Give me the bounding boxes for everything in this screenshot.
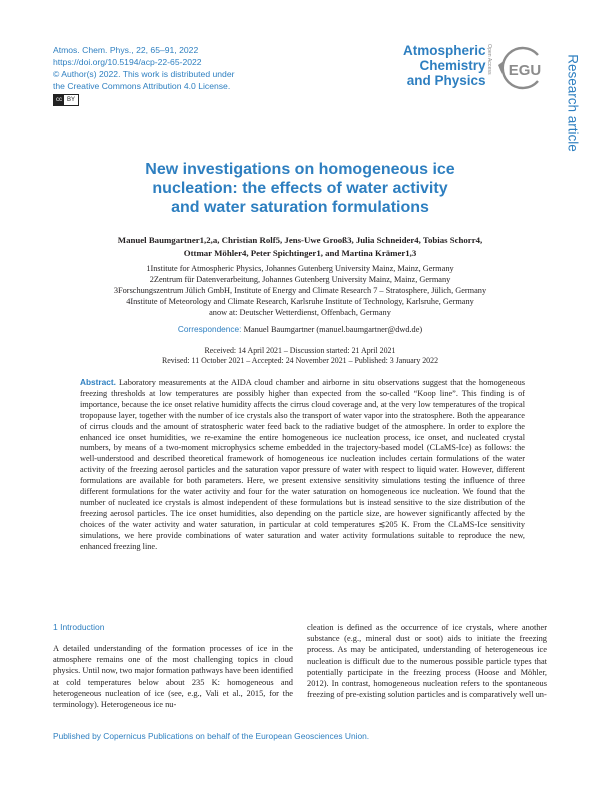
affiliation: 3Forschungszentrum Jülich GmbH, Institute of Energy and Climate Research 7 – Stratosphere, Jülich, Germany [113, 286, 487, 295]
open-access-label [481, 42, 491, 94]
affiliations [60, 263, 540, 318]
doi-link[interactable]: https://doi.org/10.5194/acp-22-65-2022 [53, 57, 202, 67]
cc-label: cc [56, 97, 62, 103]
affiliation: 2Zentrum für Datenverarbeitung, Johannes Gutenberg University Mainz, Mainz, Germany [149, 275, 451, 284]
section-heading: 1 Introduction [53, 622, 105, 632]
article-type-text: Research article [565, 54, 581, 152]
intro-column-right: cleation is defined as the occurrence of ice crystals, where another substance (e.g., mineral dust or soot) aids to initiate the freezing process. As may be anticipated, understanding of heterogeneous ice nucleation is difficult due to the numerous possible particle types that potentially participate in the freezing process (Hoose and Möhler, 2012). In contrast, homogeneous nucleation refers to the spontaneous freezing of pre-existing solution particles and is comparatively well un- [307, 623, 547, 700]
journal-name [403, 43, 486, 88]
title-line1: New investigations on homogeneous ice [145, 161, 455, 178]
cc-by-badge-icon[interactable] [53, 94, 79, 106]
correspondence-text[interactable]: Manuel Baumgartner (manuel.baumgartner@dwd.de) [243, 325, 423, 334]
copyright: © Author(s) 2022. This work is distributed under [53, 69, 235, 79]
affiliation: anow at: Deutscher Wetterdienst, Offenbach, Germany [209, 308, 391, 317]
journal-name-line2: Chemistry [419, 58, 486, 73]
intro-column-left: A detailed understanding of the formation processes of ice in the atmosphere remains one of the most challenging topics in cloud physics. Until now, two major formation pathways have been identified at cold temperatures below about 235 K: homogeneous and heterogeneous nucleation of ice (see, e.g., Vali et al., 2015, for the terminology). Heterogeneous ice nu- [53, 644, 293, 710]
open-access-text: Open Access [486, 44, 492, 75]
article-type-label [565, 48, 581, 158]
abstract [80, 377, 525, 553]
correspondence-label: Correspondence: [177, 324, 242, 334]
dates-line1: Received: 14 April 2021 – Discussion started: 21 April 2021 [204, 346, 396, 355]
authors-line1: Manuel Baumgartner1,2,a, Christian Rolf5, Jens-Uwe Grooß3, Julia Schneider4, Tobias Schorr4, [117, 235, 483, 245]
abstract-label: Abstract. [80, 377, 116, 387]
affiliation: 1Institute for Atmospheric Physics, Johannes Gutenberg University Mainz, Mainz, Germany [146, 264, 454, 273]
license-link[interactable]: the Creative Commons Attribution 4.0 License. [53, 81, 231, 91]
affiliation: 4Institute of Meteorology and Climate Research, Karlsruhe Institute of Technology, Karlsruhe, Germany [126, 297, 474, 306]
correspondence [60, 324, 540, 334]
by-label: BY [67, 97, 76, 103]
egu-logo-icon [492, 44, 544, 92]
article-metadata [53, 44, 303, 106]
publisher-footer: Published by Copernicus Publications on behalf of the European Geosciences Union. [53, 731, 370, 741]
article-title [120, 160, 480, 217]
dates-line2: Revised: 11 October 2021 – Accepted: 24 November 2021 – Published: 3 January 2022 [161, 356, 439, 365]
abstract-text: Laboratory measurements at the AIDA cloud chamber and airborne in situ observations suggest that the homogeneous freezing thresholds at low temperatures are possibly higher than expected from the so-called “Koop line”. This finding is of importance, because the ice onset relative humidity affects the cirrus cloud coverage and, at the very low temperatures of the tropical tropopause layer, together with the number of ice crystals also the transport of water vapor into the stratosphere. Both the appearance of cirrus clouds and the amount of stratospheric water feed back to the radiative budget of the atmosphere. In order to explore the enhanced ice onset humidities, we re-examine the entire homogeneous ice nucleation process, ice onset, and nucleated crystal numbers, by means of a two-moment microphysics scheme embedded in the trajectory-based model (CLaMS-Ice) as follows: the well-understood and described theoretical framework of homogeneous ice nucleation includes certain formulations of the water activity of the freezing aerosol particles and the saturation vapor pressure of water with respect to liquid water. However, different formulations are available for both parameters. Here, we present extensive sensitivity simulations testing the influence of three different formulations for the water activity and four for the water saturation on homogeneous ice nucleation. We found that the number of nucleated ice crystals is almost independent of these formulations but is instead sensitive to the size distribution of the freezing aerosol particles. The ice onset humidities, also depending on the particle size, are however significantly affected by the choices of the water activity and water saturation, in particular at cold temperatures ≲205 K. From the CLaMS-Ice sensitivity simulations, we here provide combinations of water saturation and water activity formulations suitable to reproduce the new, enhanced freezing line. [80, 378, 525, 551]
egu-text: EGU [508, 62, 542, 79]
title-line2: nucleation: the effects of water activity [152, 180, 448, 197]
author-list [60, 234, 540, 260]
citation: Atmos. Chem. Phys., 22, 65–91, 2022 [53, 45, 199, 55]
publication-dates [60, 346, 540, 366]
title-line3: and water saturation formulations [171, 199, 429, 216]
authors-line2: Ottmar Möhler4, Peter Spichtinger1, and Martina Krämer1,3 [183, 248, 417, 258]
journal-name-line3: and Physics [406, 73, 486, 88]
journal-name-line1: Atmospheric [403, 43, 486, 58]
